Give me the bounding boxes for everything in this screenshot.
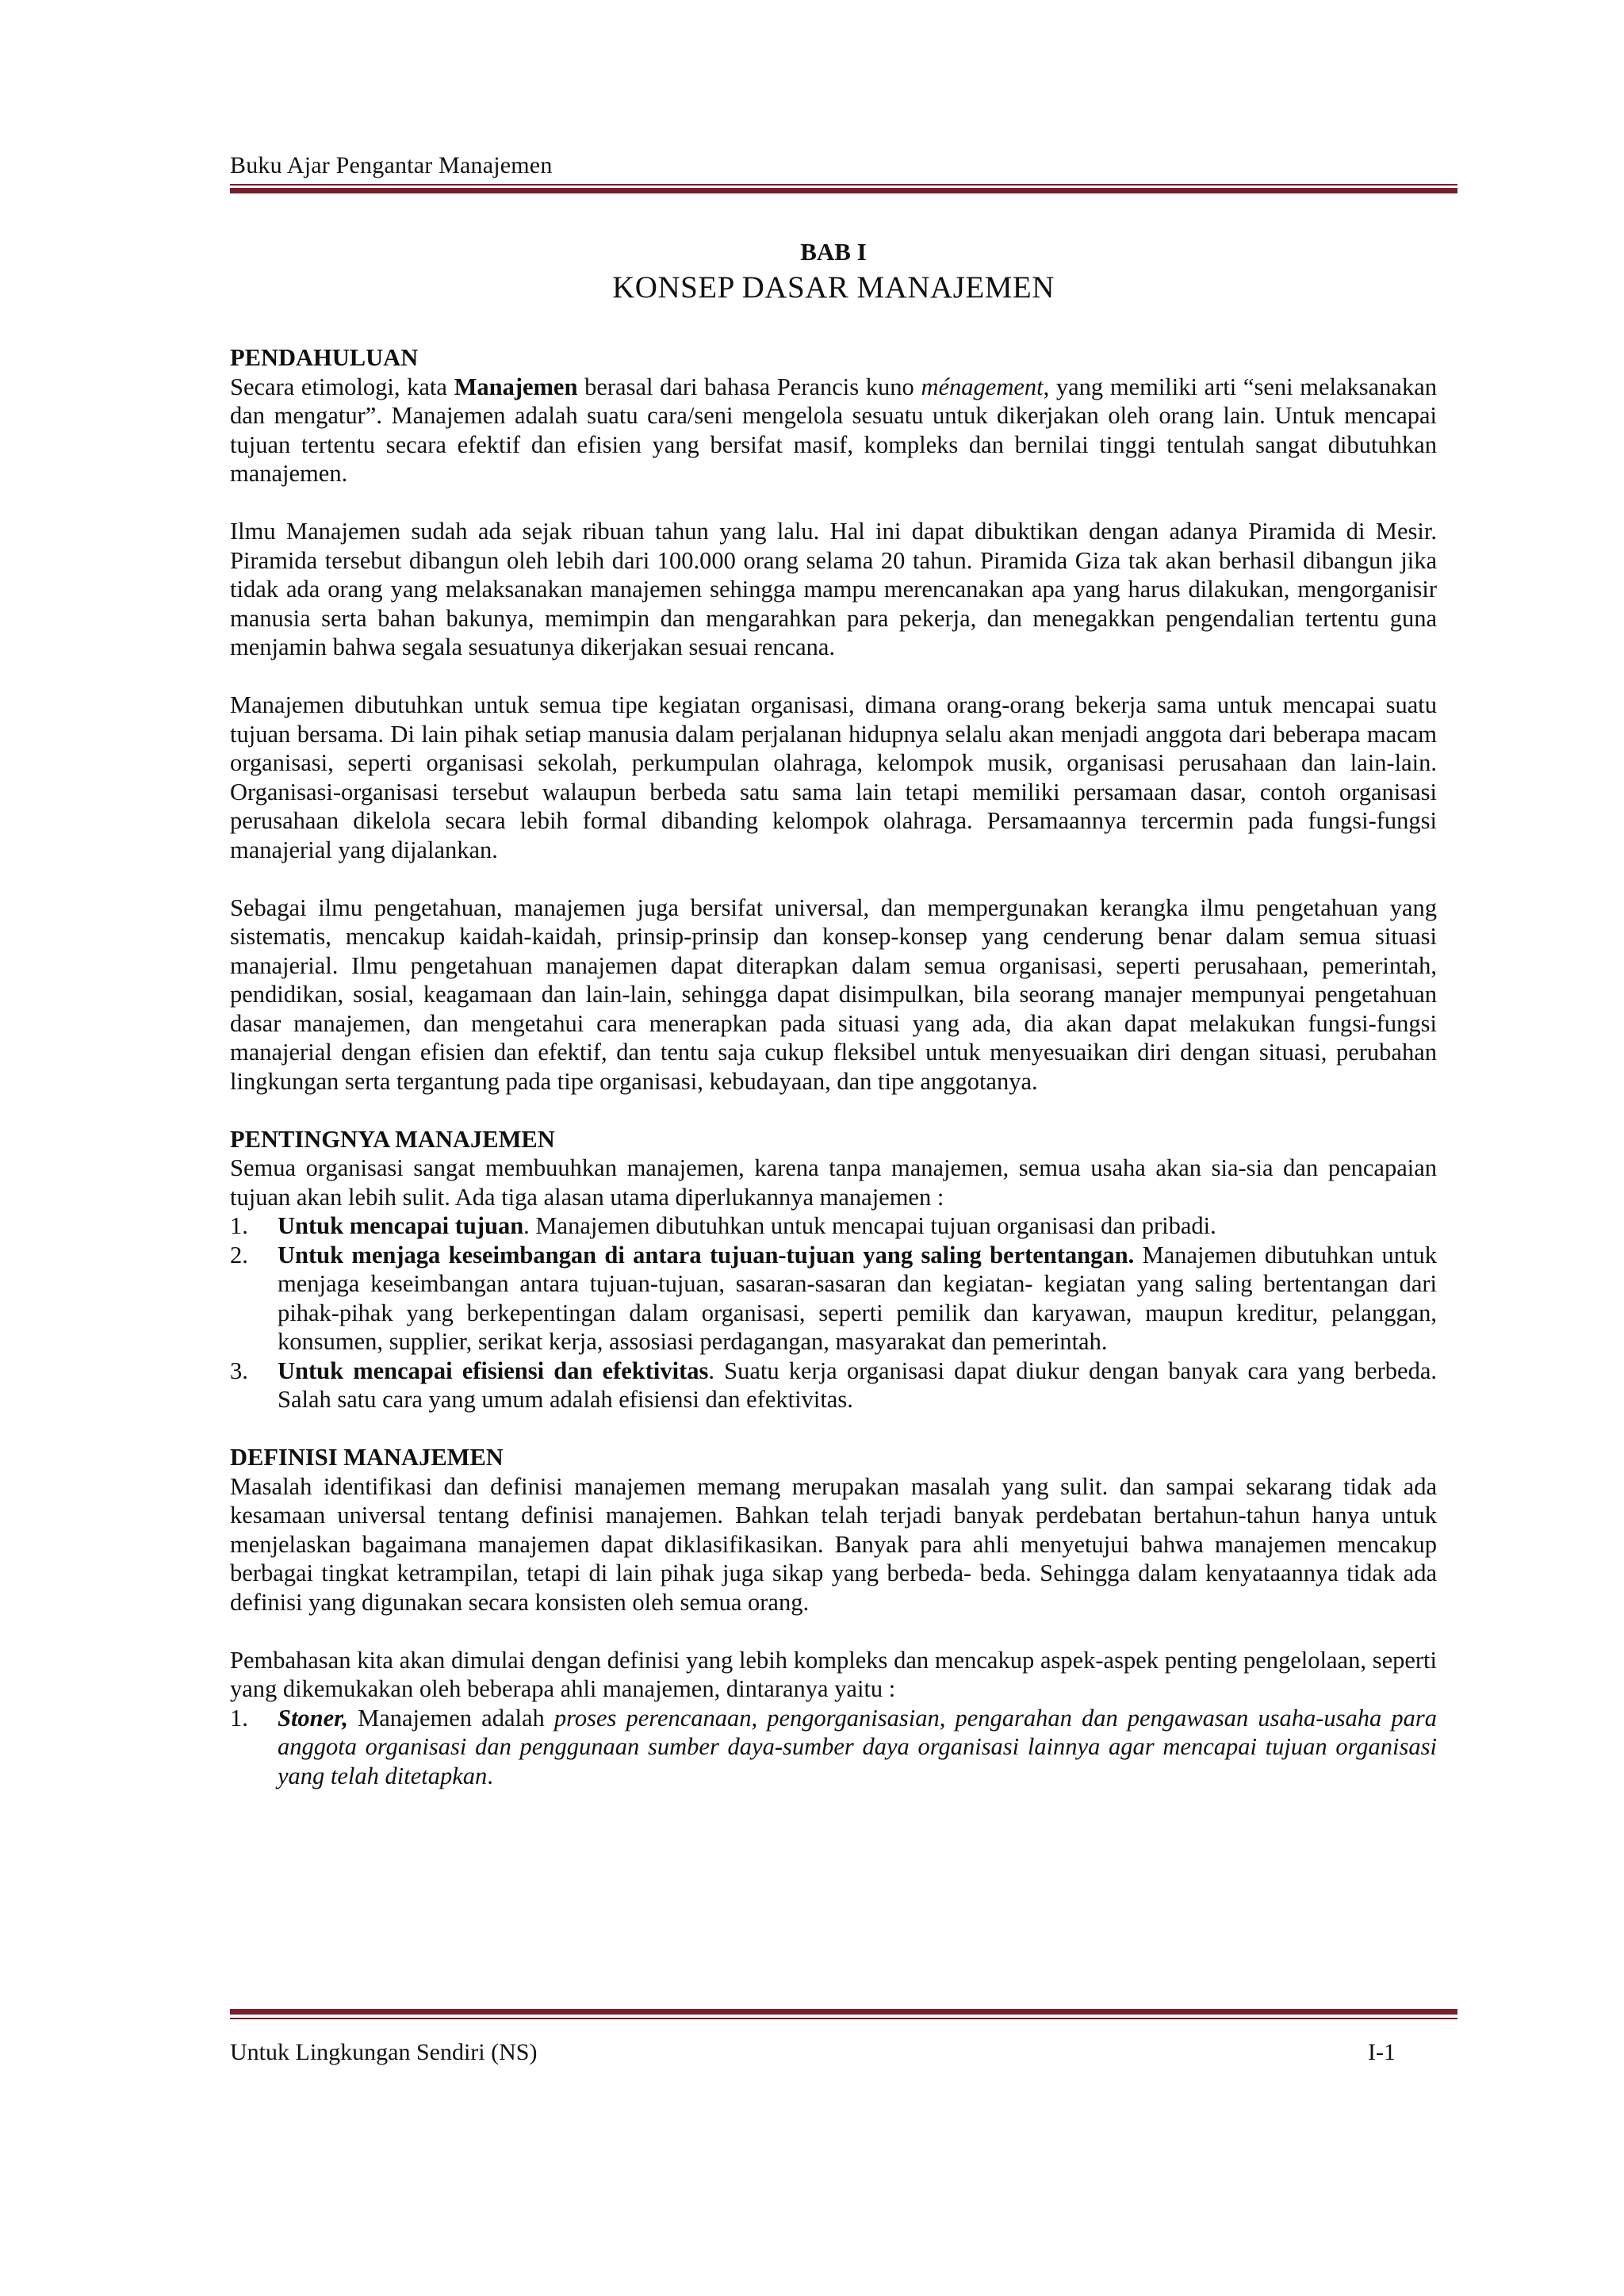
paragraph-pendahuluan-4: Sebagai ilmu pengetahuan, manajemen juga bersifat universal, dan mempergunakan kerangka ilmu pengetahuan yang sistematis, mencakup kaidah-kaidah, prinsip-prinsip dan konsep-konsep yang cenderung benar dalam semua situasi manajerial. Ilmu pengetahuan manajemen dapat diterapkan dalam semua organisasi, seperti perusahaan, pemerintah, pendidikan, sosial, keagamaan dan lain-lain, sehingga dapat disimpulkan, bila seorang manajer mempunyai pengetahuan dasar manajemen, dan mengetahui cara menerapkan pada situasi yang ada, dia akan dapat melakukan fungsi-fungsi manajerial dengan efisien dan efektif, dan tentu saja cukup fleksibel untuk menyesuaikan diri dengan situasi, perubahan lingkungan serta tergantung pada tipe organisasi, kebudayaan, dan tipe anggotanya. bbox=[230, 894, 1437, 1095]
list-number: 2. bbox=[230, 1241, 248, 1269]
text-run: Secara etimologi, kata bbox=[230, 373, 454, 400]
paragraph-pendahuluan-3: Manajemen dibutuhkan untuk semua tipe kegiatan organisasi, dimana orang-orang bekerja sama untuk mencapai suatu tujuan bersama. Di lain pihak setiap manusia dalam perjalanan hidupnya selalu akan menjadi anggota dari beberapa macam organisasi, seperti organisasi sekolah, perkumpulan olahraga, kelompok musik, organisasi perusahaan dan lain-lain. Organisasi-organisasi tersebut walaupun berbeda satu sama lain tetapi memiliki persamaan dasar, contoh organisasi perusahaan dikelola secara lebih formal dibanding kelompok olahraga. Persamaannya tercermin pada fungsi-fungsi manajerial yang dijalankan. bbox=[230, 691, 1437, 863]
section-heading-pentingnya: PENTINGNYA MANAJEMEN bbox=[230, 1125, 555, 1153]
list-item-title: Untuk mencapai tujuan bbox=[278, 1212, 524, 1239]
text-run: , yang memiliki arti “seni melaksanakan dan mengatur”. Manajemen adalah suatu cara/seni mengelola sesuatu untuk dikerjakan oleh orang lain. Untuk mencapai tujuan tertentu secara efektif dan efisien yang bersifat masif, kompleks dan bernilai tinggi tentulah sangat dibutuhkan manajemen. bbox=[230, 373, 1437, 487]
list-number: 1. bbox=[230, 1704, 248, 1732]
header-rule-thick bbox=[230, 188, 1457, 193]
list-item-text: . Manajemen dibutuhkan untuk mencapai tujuan organisasi dan pribadi. bbox=[523, 1212, 1216, 1239]
list-item-title: Untuk menjaga keseimbangan di antara tujuan-tujuan yang saling bertentangan. bbox=[278, 1241, 1135, 1269]
list-item bbox=[230, 1211, 1437, 1241]
paragraph-pendahuluan-2: Ilmu Manajemen sudah ada sejak ribuan tahun yang lalu. Hal ini dapat dibuktikan dengan adanya Piramida di Mesir. Piramida tersebut dibangun oleh lebih dari 100.000 orang selama 20 tahun. Piramida Giza tak akan berhasil dibangun jika tidak ada orang yang melaksanakan manajemen sehingga mampu merencanakan apa yang harus dilakukan, mengorganisir manusia serta bahan bakunya, memimpin dan mengarahkan para pekerja, dan menegakkan pengendalian tertentu guna menjamin bahwa segala sesuatunya dikerjakan sesuai rencana. bbox=[230, 518, 1437, 660]
term-menagement: ménagement bbox=[921, 373, 1044, 400]
page-body bbox=[230, 238, 1437, 1790]
term-manajemen: Manajemen bbox=[454, 373, 578, 400]
paragraph-pentingnya-intro: Semua organisasi sangat membuuhkan manajemen, karena tanpa manajemen, semua usaha akan sia-sia dan pencapaian tujuan akan lebih sulit. Ada tiga alasan utama diperlukannya manajemen : bbox=[230, 1154, 1437, 1211]
section-heading-definisi: DEFINISI MANAJEMEN bbox=[230, 1444, 504, 1471]
list-definisi bbox=[230, 1704, 1437, 1791]
chapter-title: KONSEP DASAR MANAJEMEN bbox=[612, 270, 1055, 304]
paragraph-definisi-1: Masalah identifikasi dan definisi manajemen memang merupakan masalah yang sulit. dan sampai sekarang tidak ada kesamaan universal tentang definisi manajemen. Bahkan telah terjadi banyak perdebatan bertahun-tahun hanya untuk menjelaskan bagaimana manajemen dapat diklasifikasikan. Banyak para ahli menyetujui bahwa manajemen mencakup berbagai tingkat ketrampilan, tetapi di lain pihak juga sikap yang berbeda- beda. Sehingga dalam kenyataannya tidak ada definisi yang digunakan secara konsisten oleh semua orang. bbox=[230, 1472, 1437, 1616]
paragraph-definisi-2: Pembahasan kita akan dimulai dengan definisi yang lebih kompleks dan mencakup aspek-aspek penting pengelolaan, seperti yang dikemukakan oleh beberapa ahli manajemen, dintaranya yaitu : bbox=[230, 1646, 1437, 1702]
list-item bbox=[230, 1704, 1437, 1791]
section-heading-pendahuluan: PENDAHULUAN bbox=[230, 344, 419, 371]
expert-name: Stoner, bbox=[278, 1704, 348, 1732]
list-alasan bbox=[230, 1211, 1437, 1414]
list-item-text: . Suatu kerja organisasi dapat diukur dengan banyak cara yang berbeda. Salah satu cara yang umum adalah efisiensi dan efektivitas. bbox=[278, 1357, 1437, 1413]
paragraph-pendahuluan-1 bbox=[230, 373, 1437, 488]
header-rule-thin bbox=[230, 184, 1457, 186]
list-item bbox=[230, 1241, 1437, 1357]
list-item-text: Manajemen dibutuhkan untuk menjaga keseimbangan antara tujuan-tujuan, sasaran-sasaran dan kegiatan- kegiatan yang saling bertentangan dari pihak-pihak yang berkepentingan dalam organisasi, seperti pemilik dan karyawan, maupun kreditur, pelanggan, konsumen, supplier, serikat kerja, assosiasi perdagangan, masyarakat dan pemerintah. bbox=[278, 1241, 1437, 1355]
page-number: I-1 bbox=[1368, 2039, 1396, 2065]
footer-rule-thin bbox=[230, 2018, 1457, 2019]
list-item-text: . bbox=[487, 1762, 493, 1789]
list-item-text: Manajemen adalah bbox=[348, 1704, 554, 1732]
list-item bbox=[230, 1357, 1437, 1414]
text-run: berasal dari bahasa Perancis kuno bbox=[577, 373, 921, 400]
list-item-title: Untuk mencapai efisiensi dan efektivitas bbox=[278, 1357, 709, 1384]
footer-note: Untuk Lingkungan Sendiri (NS) bbox=[230, 2039, 538, 2065]
list-number: 1. bbox=[230, 1212, 248, 1239]
footer-rule-thick bbox=[230, 2009, 1457, 2015]
list-number: 3. bbox=[230, 1357, 248, 1384]
chapter-label: BAB I bbox=[800, 238, 867, 266]
running-header: Buku Ajar Pengantar Manajemen bbox=[230, 152, 553, 178]
definition-text: proses perencanaan, pengorganisasian, pengarahan dan pengawasan usaha-usaha para anggota organisasi dan penggunaan sumber daya-sumber daya organisasi lainnya agar mencapai tujuan organisasi yang telah ditetapkan bbox=[278, 1704, 1437, 1789]
